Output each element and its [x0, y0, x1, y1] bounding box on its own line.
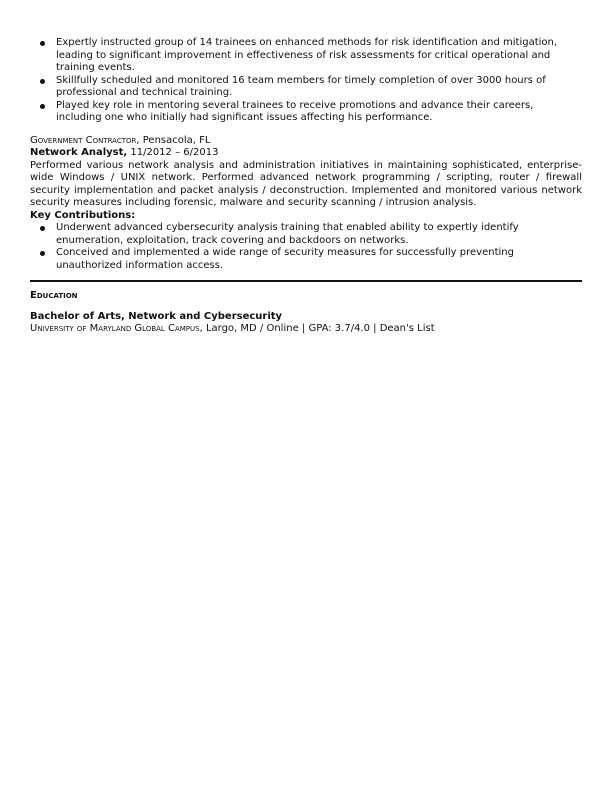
- bullet-text: Expertly instructed group of 14 trainees on enhanced methods for risk identification and mitigation, leading to significant improvement in effectiveness of risk assessments for critical operational and training events.: [56, 37, 558, 73]
- bullet-text: Played key role in mentoring several trainees to receive promotions and advance their careers, including one who initially had significant issues affecting his performance.: [56, 99, 534, 123]
- degree-title: Bachelor of Arts, Network and Cybersecurity: [30, 310, 283, 322]
- resume-content: [30, 37, 582, 336]
- employer-location: , Pensacola, FL: [136, 134, 211, 146]
- bullet-icon: [40, 41, 45, 46]
- bullet-icon: [40, 251, 45, 256]
- key-contributions-heading: Key Contributions:: [30, 209, 136, 221]
- list-item: [30, 75, 582, 100]
- key-contributions-list: [30, 222, 582, 272]
- school-name: University of Maryland Global Campus: [30, 323, 200, 334]
- list-item: [30, 247, 582, 272]
- school-details: , Largo, MD / Online | GPA: 3.7/4.0 | Dean's List: [199, 323, 435, 334]
- employer-line: [30, 135, 582, 148]
- bullet-text: Skillfully scheduled and monitored 16 team members for timely completion of over 3000 hours of professional and technical training.: [56, 74, 546, 98]
- education-heading: Education: [30, 290, 78, 301]
- bullet-icon: [40, 104, 45, 109]
- bullet-icon: [40, 79, 45, 84]
- job-title-line: [30, 147, 582, 160]
- bullet-text: Underwent advanced cybersecurity analysis training that enabled ability to expertly identify enumeration, exploitation, track covering and backdoors on networks.: [56, 222, 519, 246]
- bullet-icon: [40, 226, 45, 231]
- job-description: Performed various network analysis and administration initiatives in maintaining sophisticated, enterprise-wide Windows / UNIX network. Performed advanced network programming / scripting, router / firewall security implementation and packet analysis / deconstruction. Implemented and monitored various network security measures including forensic, malware and security scanning / intrusion analysis.: [30, 159, 582, 208]
- section-divider: [30, 280, 582, 282]
- employer-name: Government Contractor: [30, 134, 137, 146]
- list-item: [30, 222, 582, 247]
- bullet-text: Conceived and implemented a wide range of security measures for successfully preventing unauthorized information access.: [56, 247, 514, 271]
- list-item: [30, 37, 582, 75]
- list-item: [30, 100, 582, 125]
- previous-job-bullets: [30, 37, 582, 125]
- job-dates: 11/2012 – 6/2013: [127, 147, 219, 158]
- job-title: Network Analyst,: [30, 147, 128, 158]
- school-line: [30, 323, 582, 336]
